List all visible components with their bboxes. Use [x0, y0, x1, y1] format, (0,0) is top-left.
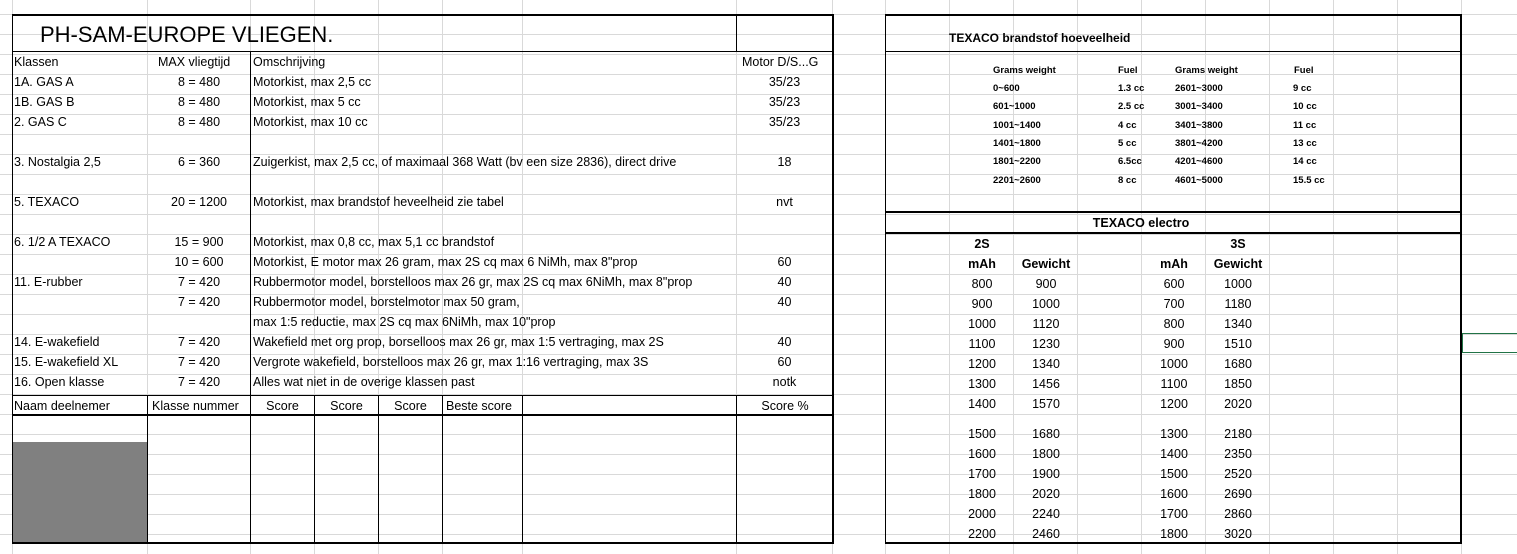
motor-cell[interactable]: nvt: [776, 195, 793, 209]
max-vliegtijd-cell[interactable]: 8 = 480: [177, 115, 221, 129]
max-vliegtijd-cell[interactable]: 7 = 420: [177, 375, 221, 389]
mah-3s-cell[interactable]: 1400: [1160, 447, 1188, 461]
omschrijving-cell[interactable]: max 1:5 reductie, max 2S cq max 6NiMh, max 10"prop: [253, 315, 556, 329]
mah-3s-cell[interactable]: 1200: [1160, 397, 1188, 411]
gewicht-3s-cell[interactable]: 1340: [1224, 317, 1252, 331]
fuel-header-grams-1: Grams weight: [993, 65, 1056, 76]
fuel-amount-cell[interactable]: 11 cc: [1293, 119, 1317, 131]
border: [522, 395, 523, 543]
border: [12, 51, 833, 52]
fuel-amount-cell[interactable]: 10 cc: [1293, 101, 1317, 113]
mah-3s-cell[interactable]: 1800: [1160, 527, 1188, 541]
gewicht-2s-cell[interactable]: 1570: [1032, 397, 1060, 411]
fuel-grams-cell[interactable]: 3401~3800: [1175, 119, 1223, 131]
max-vliegtijd-cell[interactable]: 7 = 420: [177, 355, 221, 369]
fuel-amount-cell[interactable]: 8 cc: [1118, 174, 1137, 186]
border: [885, 542, 1461, 544]
header-motor[interactable]: Motor D/S...G: [742, 55, 819, 69]
border: [378, 395, 379, 543]
mah-2s-cell[interactable]: 1500: [968, 427, 996, 441]
max-vliegtijd-cell[interactable]: [148, 312, 250, 332]
fuel-grams-cell[interactable]: 3801~4200: [1175, 137, 1223, 149]
grid-row-line: [0, 494, 1517, 495]
class-name-cell[interactable]: 2. GAS C: [14, 115, 67, 129]
motor-cell[interactable]: 35/23: [768, 75, 801, 89]
max-vliegtijd-cell[interactable]: 8 = 480: [177, 75, 221, 89]
mah-2s-cell[interactable]: 2200: [968, 527, 996, 541]
mah-2s-cell[interactable]: 1300: [968, 377, 996, 391]
max-vliegtijd-cell[interactable]: 7 = 420: [177, 295, 221, 309]
omschrijving-cell[interactable]: Motorkist, max 5 cc: [253, 95, 361, 109]
fuel-table-title[interactable]: TEXACO brandstof hoeveelheid: [949, 31, 1131, 45]
omschrijving-cell[interactable]: [253, 212, 735, 232]
gewicht-3s-cell[interactable]: 2350: [1224, 447, 1252, 461]
fuel-amount-cell[interactable]: 2.5 cc: [1118, 101, 1145, 113]
mah-2s-cell[interactable]: 1000: [968, 317, 996, 331]
header-score-percent[interactable]: Score %: [761, 399, 809, 413]
max-vliegtijd-cell[interactable]: 8 = 480: [177, 95, 221, 109]
motor-cell[interactable]: 40: [777, 295, 792, 309]
motor-cell[interactable]: 60: [777, 255, 792, 269]
omschrijving-cell[interactable]: Motorkist, max 2,5 cc: [253, 75, 372, 89]
class-name-cell[interactable]: [14, 252, 149, 272]
border: [832, 14, 834, 544]
mah-2s-cell[interactable]: 900: [971, 297, 993, 311]
fuel-grams-cell[interactable]: 3001~3400: [1175, 101, 1223, 113]
omschrijving-cell[interactable]: [253, 172, 735, 192]
omschrijving-cell[interactable]: Rubbermotor model, borstelmotor max 50 gram,: [253, 295, 520, 309]
gewicht-3s-cell[interactable]: 1000: [1224, 277, 1252, 291]
mah-3s-cell[interactable]: 1100: [1160, 377, 1188, 391]
mah-2s-cell[interactable]: 1400: [968, 397, 996, 411]
mah-3s-cell[interactable]: 800: [1163, 317, 1185, 331]
gewicht-2s-cell[interactable]: 1340: [1032, 357, 1060, 371]
fuel-grams-cell[interactable]: 1401~1800: [993, 137, 1041, 149]
max-vliegtijd-cell[interactable]: 7 = 420: [177, 335, 221, 349]
omschrijving-cell[interactable]: Zuigerkist, max 2,5 cc, of maximaal 368 Watt (bv een size 2836), direct drive: [253, 155, 677, 169]
border: [885, 211, 1461, 213]
header-naam-deelnemer[interactable]: Naam deelnemer: [14, 399, 110, 413]
gewicht-3s-cell[interactable]: 3020: [1224, 527, 1252, 541]
gewicht-2s-cell[interactable]: 1000: [1032, 297, 1060, 311]
gewicht-3s-cell[interactable]: 2180: [1224, 427, 1252, 441]
border: [147, 395, 148, 543]
motor-cell[interactable]: [737, 132, 832, 152]
fuel-grams-cell[interactable]: 4201~4600: [1175, 156, 1223, 168]
gray-filled-cell[interactable]: [12, 442, 147, 542]
border: [12, 395, 833, 396]
gewicht-2s-cell[interactable]: 1900: [1032, 467, 1060, 481]
header-score-1[interactable]: Score: [266, 399, 299, 413]
omschrijving-cell[interactable]: Alles wat niet in de overige klassen past: [253, 375, 475, 389]
omschrijving-cell[interactable]: [253, 132, 735, 152]
class-name-cell[interactable]: [14, 172, 149, 192]
fuel-grams-cell[interactable]: 1801~2200: [993, 156, 1041, 168]
class-name-cell[interactable]: 6. 1/2 A TEXACO: [14, 235, 111, 249]
border: [250, 52, 251, 543]
max-vliegtijd-cell[interactable]: [148, 172, 250, 192]
border: [736, 14, 737, 52]
fuel-amount-cell[interactable]: 1.3 cc: [1118, 83, 1145, 94]
gewicht-2s-cell[interactable]: 1800: [1032, 447, 1060, 461]
motor-cell[interactable]: [737, 232, 832, 252]
selected-cell[interactable]: [1462, 333, 1517, 353]
mah-2s-cell[interactable]: 1100: [968, 337, 996, 351]
class-name-cell[interactable]: 15. E-wakefield XL: [14, 355, 119, 369]
motor-cell[interactable]: 35/23: [768, 115, 801, 129]
mah-3s-cell[interactable]: 900: [1163, 337, 1185, 351]
header-score-2[interactable]: Score: [330, 399, 363, 413]
gewicht-2s-cell[interactable]: 1120: [1032, 317, 1060, 331]
header-mah-3s[interactable]: mAh: [1160, 257, 1188, 271]
grid-row-line: [0, 434, 1517, 435]
max-vliegtijd-cell[interactable]: 20 = 1200: [171, 195, 227, 209]
border: [885, 232, 1461, 234]
border: [1460, 14, 1462, 544]
gewicht-2s-cell[interactable]: 900: [1035, 277, 1057, 291]
gewicht-3s-cell[interactable]: 1680: [1224, 357, 1252, 371]
header-beste-score[interactable]: Beste score: [446, 399, 513, 413]
header-gewicht-3s[interactable]: Gewicht: [1213, 257, 1263, 271]
mah-2s-cell[interactable]: 1200: [968, 357, 996, 371]
grid-row-line: [0, 514, 1517, 515]
gewicht-3s-cell[interactable]: 2020: [1224, 397, 1252, 411]
gewicht-2s-cell[interactable]: 1230: [1032, 337, 1060, 351]
fuel-grams-cell[interactable]: 0~600: [993, 83, 1020, 94]
max-vliegtijd-cell[interactable]: 6 = 360: [177, 155, 221, 169]
gewicht-2s-cell[interactable]: 1456: [1032, 377, 1060, 391]
class-name-cell[interactable]: 3. Nostalgia 2,5: [14, 155, 101, 169]
max-vliegtijd-cell[interactable]: 10 = 600: [174, 255, 224, 269]
fuel-amount-cell[interactable]: 13 cc: [1293, 137, 1317, 149]
mah-2s-cell[interactable]: 2000: [968, 507, 996, 521]
class-name-cell[interactable]: 5. TEXACO: [14, 195, 80, 209]
border: [12, 414, 833, 416]
electro-table-title[interactable]: TEXACO electro: [1092, 216, 1190, 230]
motor-cell[interactable]: [737, 172, 832, 192]
fuel-grams-cell[interactable]: 601~1000: [993, 101, 1036, 113]
header-klasse-nummer[interactable]: Klasse nummer: [152, 399, 239, 413]
label-2s[interactable]: 2S: [974, 237, 990, 251]
label-3s[interactable]: 3S: [1230, 237, 1246, 251]
border: [885, 14, 1461, 16]
motor-cell[interactable]: [737, 212, 832, 232]
header-omschrijving[interactable]: Omschrijving: [253, 55, 326, 69]
border: [12, 14, 13, 544]
omschrijving-cell[interactable]: Motorkist, max 0,8 cc, max 5,1 cc brandstof: [253, 235, 495, 249]
gewicht-3s-cell[interactable]: 1510: [1224, 337, 1252, 351]
motor-cell[interactable]: 60: [777, 355, 792, 369]
fuel-header-fuel-2: Fuel: [1294, 65, 1314, 76]
page-title: PH-SAM-EUROPE VLIEGEN.: [40, 22, 334, 47]
omschrijving-cell[interactable]: Wakefield met org prop, borselloos max 26 gr, max 1:5 vertraging, max 2S: [253, 335, 664, 349]
border: [12, 14, 833, 16]
header-max-vliegtijd[interactable]: MAX vliegtijd: [158, 55, 231, 69]
motor-cell[interactable]: 40: [777, 335, 792, 349]
border: [314, 395, 315, 543]
border: [736, 395, 737, 543]
border: [442, 395, 443, 543]
max-vliegtijd-cell[interactable]: [148, 132, 250, 152]
grid-row-line: [0, 534, 1517, 535]
mah-2s-cell[interactable]: 1600: [968, 447, 996, 461]
mah-2s-cell[interactable]: 1800: [968, 487, 996, 501]
motor-cell[interactable]: 35/23: [768, 95, 801, 109]
grid-row-line: [0, 454, 1517, 455]
fuel-grams-cell[interactable]: 4601~5000: [1175, 174, 1223, 186]
gewicht-3s-cell[interactable]: 2860: [1224, 507, 1252, 521]
fuel-header-grams-2: Grams weight: [1175, 65, 1238, 76]
gewicht-3s-cell[interactable]: 1180: [1224, 297, 1252, 311]
mah-3s-cell[interactable]: 1500: [1160, 467, 1188, 481]
mah-2s-cell[interactable]: 800: [971, 277, 993, 291]
class-name-cell[interactable]: 1B. GAS B: [14, 95, 75, 109]
gewicht-3s-cell[interactable]: 1850: [1224, 377, 1252, 391]
class-name-cell[interactable]: [14, 132, 149, 152]
motor-cell[interactable]: 18: [777, 155, 792, 169]
class-name-cell[interactable]: 14. E-wakefield: [14, 335, 100, 349]
gewicht-2s-cell[interactable]: 1680: [1032, 427, 1060, 441]
mah-3s-cell[interactable]: 1000: [1160, 357, 1188, 371]
gewicht-2s-cell[interactable]: 2460: [1032, 527, 1060, 541]
max-vliegtijd-cell[interactable]: [148, 212, 250, 232]
gewicht-2s-cell[interactable]: 2020: [1032, 487, 1060, 501]
fuel-amount-cell[interactable]: 14 cc: [1293, 156, 1317, 168]
border: [885, 14, 886, 544]
fuel-header-fuel-1: Fuel: [1118, 65, 1138, 76]
border: [12, 542, 833, 544]
motor-cell[interactable]: notk: [772, 375, 797, 389]
gewicht-3s-cell[interactable]: 2690: [1224, 487, 1252, 501]
fuel-amount-cell[interactable]: 4 cc: [1118, 119, 1137, 131]
fuel-amount-cell[interactable]: 5 cc: [1118, 137, 1137, 149]
border: [885, 51, 1461, 52]
mah-3s-cell[interactable]: 1600: [1160, 487, 1188, 501]
grid-column-line: [1397, 0, 1398, 554]
class-name-cell[interactable]: [14, 292, 149, 312]
mah-3s-cell[interactable]: 600: [1163, 277, 1185, 291]
omschrijving-cell[interactable]: Motorkist, max 10 cc: [253, 115, 368, 129]
class-name-cell[interactable]: 16. Open klasse: [14, 375, 105, 389]
omschrijving-cell[interactable]: Motorkist, max brandstof heveelheid zie tabel: [253, 195, 504, 209]
fuel-amount-cell[interactable]: 15.5 cc: [1293, 174, 1325, 186]
fuel-grams-cell[interactable]: 2601~3000: [1175, 83, 1223, 94]
class-name-cell[interactable]: 1A. GAS A: [14, 75, 74, 89]
gewicht-2s-cell[interactable]: 2240: [1032, 507, 1060, 521]
fuel-amount-cell[interactable]: 9 cc: [1293, 83, 1312, 94]
class-name-cell[interactable]: 11. E-rubber: [14, 275, 83, 289]
mah-2s-cell[interactable]: 1700: [968, 467, 996, 481]
fuel-amount-cell[interactable]: 6.5cc: [1118, 156, 1142, 168]
class-name-cell[interactable]: [14, 212, 149, 232]
max-vliegtijd-cell[interactable]: 15 = 900: [174, 235, 224, 249]
class-name-cell[interactable]: [14, 312, 149, 332]
motor-cell[interactable]: 40: [777, 275, 792, 289]
mah-3s-cell[interactable]: 700: [1163, 297, 1185, 311]
motor-cell[interactable]: [737, 312, 832, 332]
header-score-3[interactable]: Score: [394, 399, 427, 413]
grid-row-line: [0, 474, 1517, 475]
max-vliegtijd-cell[interactable]: 7 = 420: [177, 275, 221, 289]
omschrijving-cell[interactable]: Vergrote wakefield, borstelloos max 26 gr, max 1:16 vertraging, max 3S: [253, 355, 649, 369]
fuel-grams-cell[interactable]: 2201~2600: [993, 174, 1041, 186]
mah-3s-cell[interactable]: 1300: [1160, 427, 1188, 441]
mah-3s-cell[interactable]: 1700: [1160, 507, 1188, 521]
header-klassen[interactable]: Klassen: [14, 55, 59, 69]
header-gewicht-2s[interactable]: Gewicht: [1021, 257, 1071, 271]
fuel-grams-cell[interactable]: 1001~1400: [993, 119, 1041, 131]
omschrijving-cell[interactable]: Motorkist, E motor max 26 gram, max 2S cq max 6 NiMh, max 8"prop: [253, 255, 638, 269]
header-mah-2s[interactable]: mAh: [968, 257, 996, 271]
omschrijving-cell[interactable]: Rubbermotor model, borstelloos max 26 gr, max 2S cq max 6NiMh, max 8"prop: [253, 275, 693, 289]
gewicht-3s-cell[interactable]: 2520: [1224, 467, 1252, 481]
